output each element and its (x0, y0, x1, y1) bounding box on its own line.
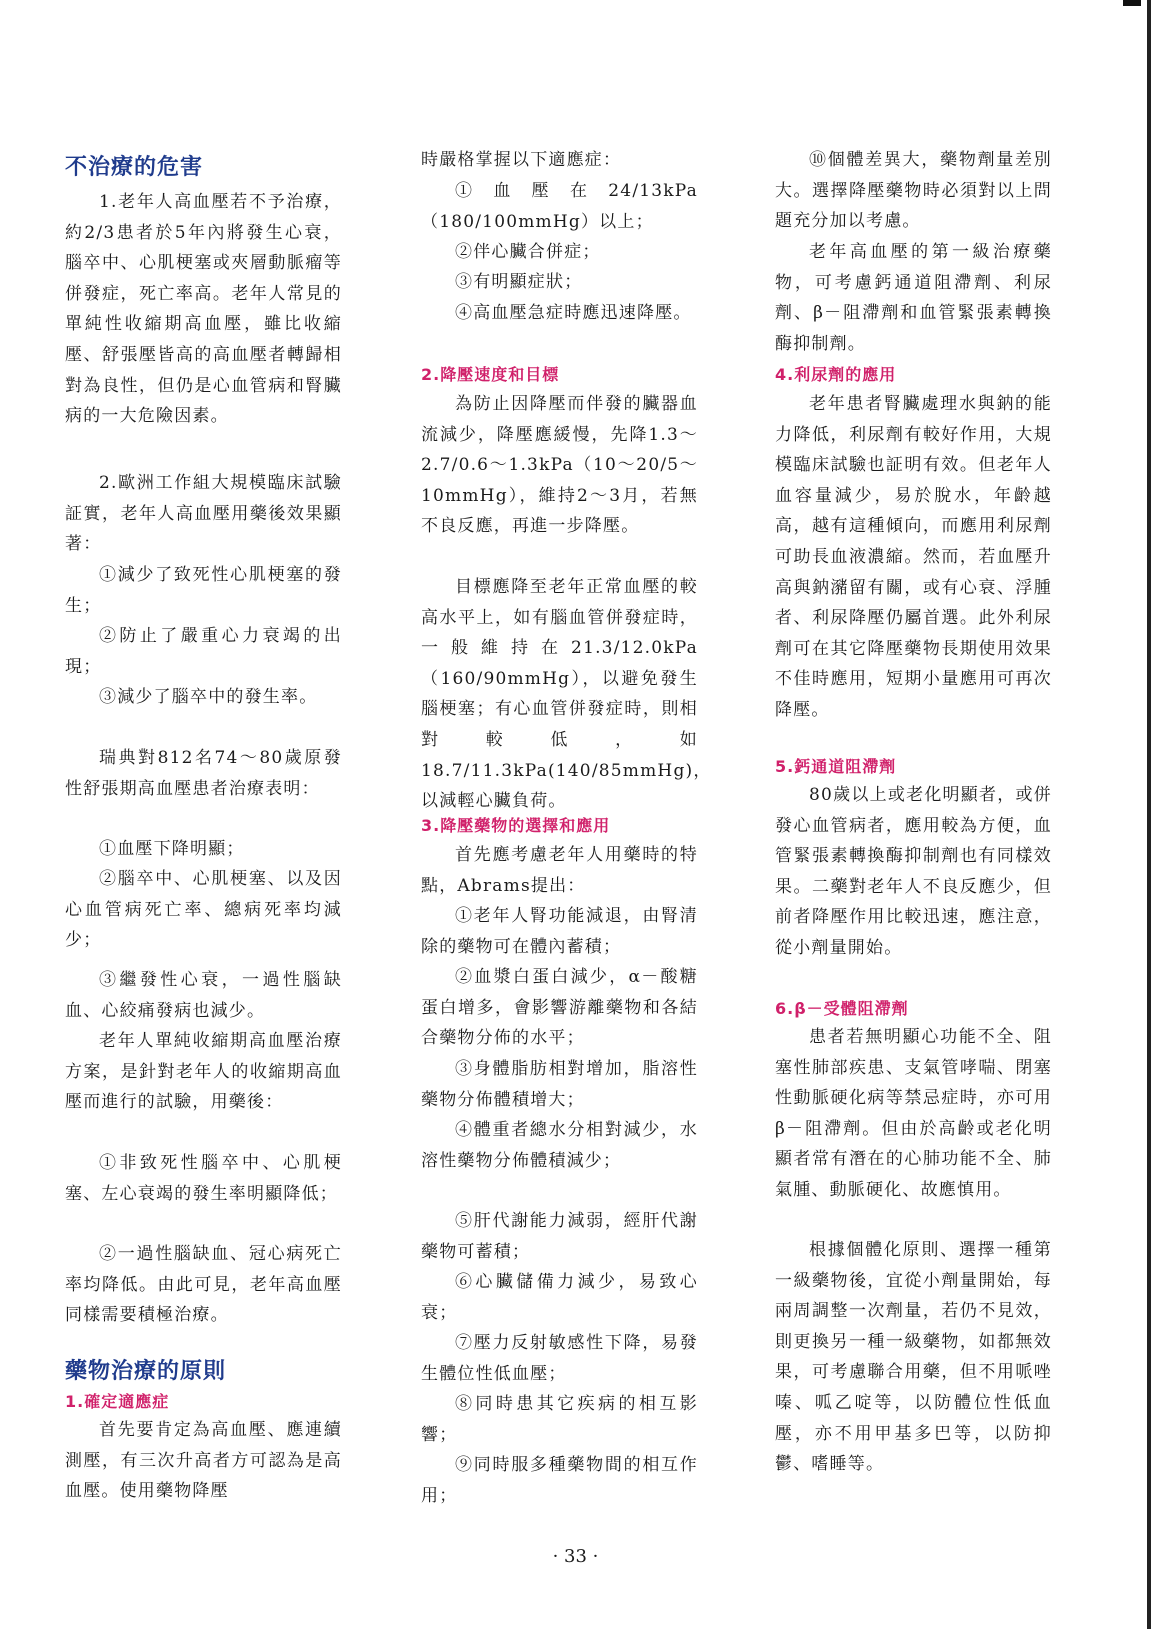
subheading-beta-blockers: 6.β－受體阻滯劑 (775, 999, 909, 1018)
paragraph: 首先要肯定為高血壓、應連續測壓，有三次升高者方可認為是高血壓。使用藥物降壓 (65, 1420, 342, 1502)
list-item: ⑩個體差異大，藥物劑量差別大。選擇降壓藥物時必須對以上問題充分加以考慮。 (775, 150, 1052, 232)
list-item: ②血漿白蛋白減少，α－酸糖蛋白增多，會影響游離藥物和各結合藥物分佈的水平； (421, 967, 698, 1049)
list-item: ③身體脂肪相對增加，脂溶性藥物分佈體積增大； (421, 1059, 698, 1110)
list-item: ③繼發性心衰，一過性腦缺血、心絞痛發病也減少。 (65, 970, 342, 1021)
paragraph: 為防止因降壓而伴發的臟器血流減少，降壓應緩慢，先降1.3～2.7/0.6～1.3kPa（10～20/5～10mmHg），維持2～3月，若無不良反應，再進一步降壓。 (421, 394, 698, 537)
heading-drug-treatment-principles: 藥物治療的原則 (65, 1359, 227, 1384)
paragraph: 2.歐洲工作組大規模臨床試驗証實，老年人高血壓用藥後效果顯著： (65, 473, 342, 555)
list-item: ⑧同時患其它疾病的相互影響； (421, 1394, 698, 1445)
paragraph: 老年人單純收縮期高血壓治療方案，是針對老年人的收縮期高血壓而進行的試驗，用藥後： (65, 1031, 342, 1113)
subheading-diuretics: 4.利尿劑的應用 (775, 365, 897, 384)
paragraph: 目標應降至老年正常血壓的較高水平上，如有腦血管併發症時，一般維持在21.3/12.0kPa（160/90mmHg），以避免發生腦梗塞；有心血管併發症時，則相對較低，如18.7/11.3kPa(140/85mmHg)，以減輕心臟負荷。 (421, 577, 712, 812)
subheading-drug-selection: 3.降壓藥物的選擇和應用 (421, 816, 611, 835)
list-item: ④體重者總水分相對減少，水溶性藥物分佈體積減少； (421, 1120, 698, 1171)
list-item: ⑨同時服多種藥物間的相互作用； (421, 1455, 698, 1506)
scan-mark (1123, 0, 1141, 6)
paragraph: 老年患者腎臟處理水與鈉的能力降低，利尿劑有較好作用，大規模臨床試驗也証明有效。但老年人血容量減少，易於脫水，年齡越高，越有這種傾向，而應用利尿劑可助長血液濃縮。然而，若血壓升高與鈉瀦留有關，或有心衰、浮腫者、利尿降壓仍屬首選。此外利尿劑可在其它降壓藥物長期使用效果不佳時應用，短期小量應用可再次降壓。 (775, 394, 1052, 720)
list-item: ②腦卒中、心肌梗塞、以及因心血管病死亡率、總病死率均減少； (65, 869, 342, 951)
list-item: ①血壓下降明顯； (99, 839, 245, 859)
paragraph: 瑞典對812名74～80歲原發性舒張期高血壓患者治療表明： (65, 748, 342, 799)
subheading-speed-and-target: 2.降壓速度和目標 (421, 365, 560, 384)
subheading-calcium-channel-blockers: 5.鈣通道阻滯劑 (775, 757, 897, 776)
list-item: ②伴心臟合併症； (455, 242, 601, 262)
page-number: · 33 · (552, 1546, 599, 1567)
list-item: ③減少了腦卒中的發生率。 (99, 687, 318, 707)
paragraph: 1.老年人高血壓若不予治療，約2/3患者於5年內將發生心衰，腦卒中、心肌梗塞或夾層動脈瘤等併發症，死亡率高。老年人常見的單純性收縮期高血壓，雖比收縮壓、舒張壓皆高的高血壓者轉歸相對為良性，但仍是心血管病和腎臟病的一大危險因素。 (65, 192, 342, 427)
paragraph: 患者若無明顯心功能不全、阻塞性肺部疾患、支氣管哮喘、閉塞性動脈硬化病等禁忌症時，亦可用β－阻滯劑。但由於高齡或老化明顯者常有潛在的心肺功能不全、肺氣腫、動脈硬化、故應慎用。 (775, 1027, 1052, 1200)
paragraph: 時嚴格掌握以下適應症： (421, 150, 622, 170)
list-item: ④高血壓急症時應迅速降壓。 (455, 303, 692, 323)
list-item: ①老年人腎功能減退，由腎清除的藥物可在體內蓄積； (421, 906, 698, 957)
list-item: ②防止了嚴重心力衰竭的出現； (65, 626, 342, 677)
list-item: ⑥心臟儲備力減少，易致心衰； (421, 1272, 698, 1323)
list-item: ⑤肝代謝能力減弱，經肝代謝藥物可蓄積； (421, 1211, 698, 1262)
list-item: ①血壓在24/13kPa（180/100mmHg）以上； (421, 181, 698, 232)
list-item: ①非致死性腦卒中、心肌梗塞、左心衰竭的發生率明顯降低； (65, 1153, 342, 1204)
list-item: ②一過性腦缺血、冠心病死亡率均降低。由此可見，老年高血壓同樣需要積極治療。 (65, 1244, 342, 1326)
paragraph: 老年高血壓的第一級治療藥物，可考慮鈣通道阻滯劑、利尿劑、β－阻滯劑和血管緊張素轉換酶抑制劑。 (775, 242, 1052, 354)
subheading-indications: 1.確定適應症 (65, 1392, 170, 1411)
list-item: ⑦壓力反射敏感性下降，易發生體位性低血壓； (421, 1333, 698, 1384)
paragraph: 首先應考慮老年人用藥時的特點，Abrams提出： (421, 845, 698, 896)
paragraph: 80歲以上或老化明顯者，或併發心血管病者，應用較為方便，血管緊張素轉換酶抑制劑也有同樣效果。二藥對老年人不良反應少，但前者降壓作用比較迅速，應注意，從小劑量開始。 (775, 785, 1052, 958)
list-item: ①減少了致死性心肌梗塞的發生； (65, 565, 342, 616)
paragraph: 根據個體化原則、選擇一種第一級藥物後，宜從小劑量開始，每兩周調整一次劑量，若仍不見效，則更換另一種一級藥物，如都無效果，可考慮聯合用藥，但不用哌唑嗪、呱乙啶等，以防體位性低血壓，亦不用甲基多巴等，以防抑鬱、嗜睡等。 (775, 1240, 1052, 1475)
scan-edge (1147, 0, 1151, 1629)
list-item: ③有明顯症狀； (455, 272, 583, 292)
heading-harm-of-no-treatment: 不治療的危害 (65, 155, 204, 180)
